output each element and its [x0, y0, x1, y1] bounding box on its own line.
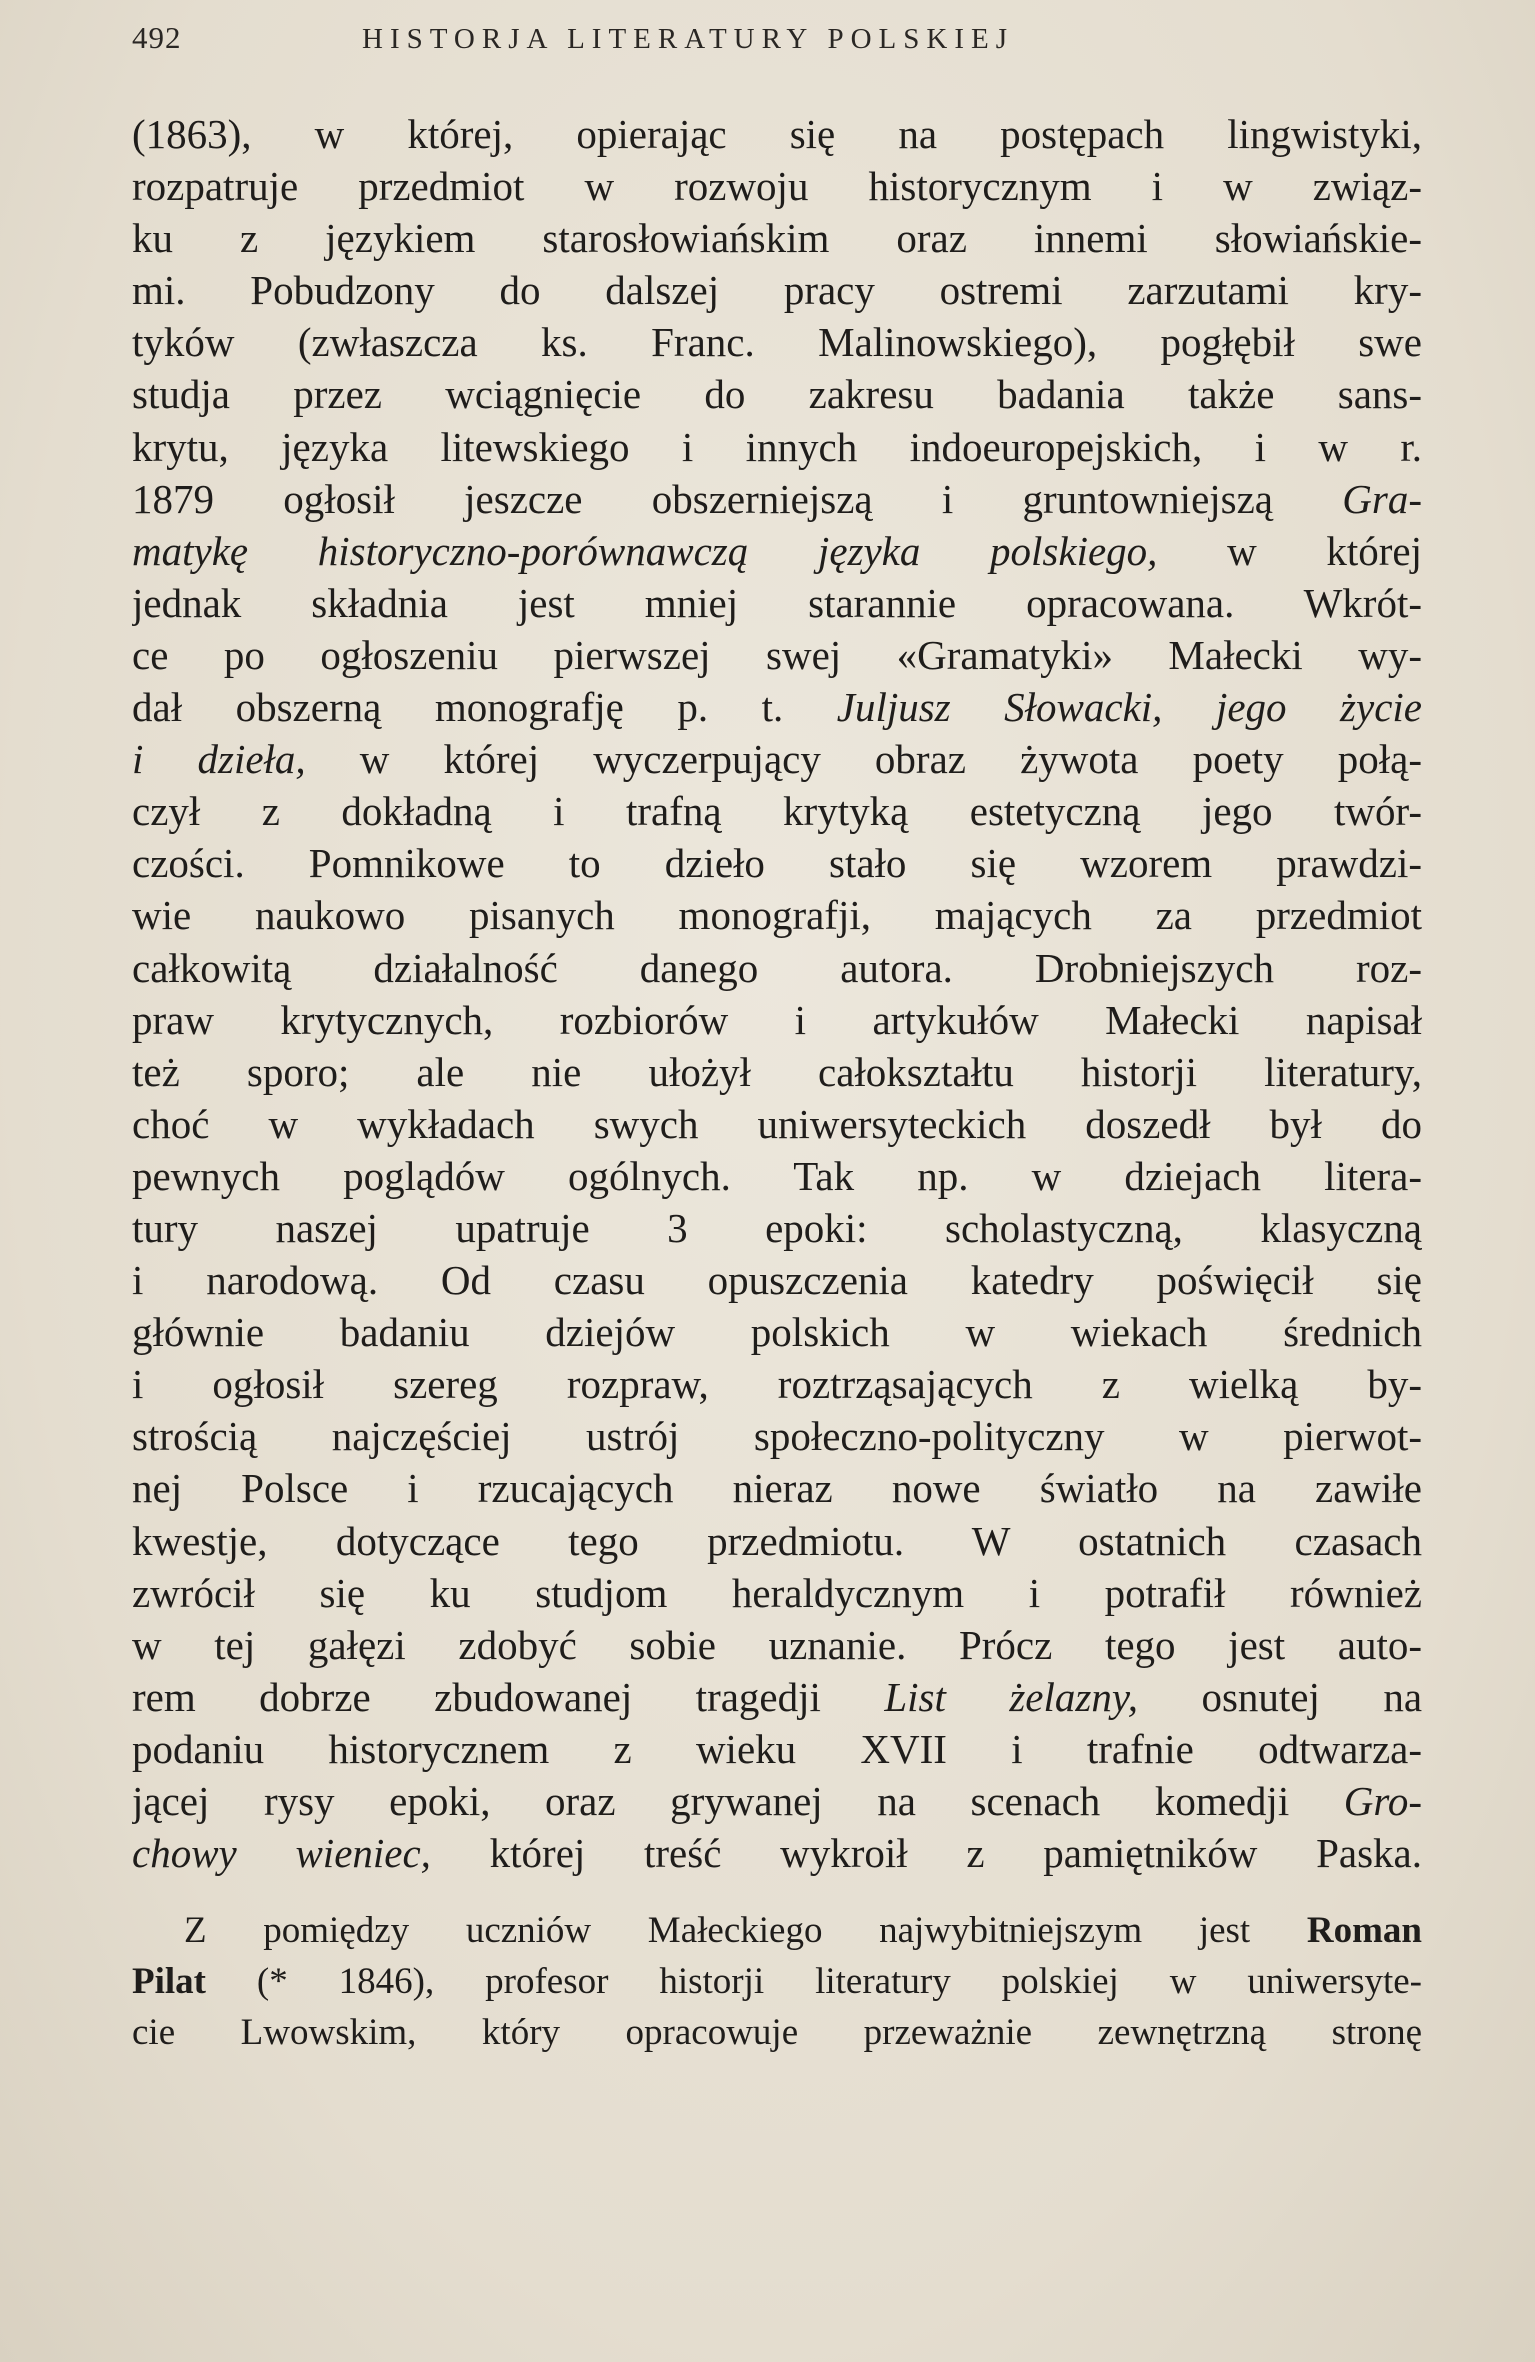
text-segment: 1879 ogłosił jeszcze obszerniejszą i gruntowniejszą	[132, 475, 1343, 522]
italic-title: Gro-	[1343, 1778, 1422, 1824]
text-segment: czości. Pomnikowe to dzieło stało się wzorem prawdzi-	[132, 840, 1422, 887]
text-segment: studja przez wciągnięcie do zakresu badania także sans-	[132, 371, 1422, 418]
text-segment: strością najczęściej ustrój społeczno-polityczny w pierwot-	[132, 1413, 1422, 1460]
text-line	[132, 264, 1422, 316]
text-line	[132, 1202, 1422, 1254]
text-segment: ku z językiem starosłowiańskim oraz innemi słowiańskie-	[132, 215, 1422, 262]
italic-title: Gra-	[1342, 475, 1422, 522]
text-line	[132, 1410, 1422, 1462]
text-segment: choć w wykładach swych uniwersyteckich doszedł był do	[132, 1100, 1422, 1147]
text-line	[132, 1567, 1422, 1619]
text-segment: jącej rysy epoki, oraz grywanej na scenach komedji	[132, 1778, 1344, 1824]
text-segment: Z pomiędzy uczniów Małeckiego najwybitniejszym jest	[184, 1910, 1307, 1952]
text-line	[132, 1905, 1422, 1956]
text-line	[132, 1619, 1422, 1671]
bold-name: Pilat	[132, 1961, 206, 2003]
text-line	[132, 785, 1422, 837]
text-line	[132, 733, 1422, 785]
text-segment: jednak składnia jest mniej starannie opracowana. Wkrót-	[132, 579, 1422, 626]
text-segment: krytu, języka litewskiego i innych indoeuropejskich, i w r.	[132, 423, 1422, 470]
text-segment: podaniu historycznem z wieku XVII i trafnie odtwarza-	[132, 1725, 1422, 1772]
text-segment: dał obszerną monografję p. t.	[132, 684, 837, 731]
text-line	[132, 629, 1422, 681]
text-segment: zwrócił się ku studjom heraldycznym i potrafił również	[132, 1569, 1422, 1616]
text-segment: rem dobrze zbudowanej tragedji	[132, 1673, 885, 1720]
italic-title: matykę historyczno-porównawczą języka polskiego,	[132, 527, 1158, 574]
text-line	[132, 1671, 1422, 1723]
text-segment: praw krytycznych, rozbiorów i artykułów Małecki napisał	[132, 996, 1422, 1043]
text-line	[132, 942, 1422, 994]
italic-title: List żelazny,	[884, 1673, 1139, 1720]
text-segment: kwestje, dotyczące tego przedmiotu. W ostatnich czasach	[132, 1517, 1422, 1564]
text-line	[132, 994, 1422, 1046]
text-line	[132, 1254, 1422, 1306]
text-line	[132, 1462, 1422, 1514]
text-segment: wie naukowo pisanych monografji, mających za przedmiot	[132, 892, 1422, 939]
text-line	[132, 1723, 1422, 1775]
text-segment: w tej gałęzi zdobyć sobie uznanie. Prócz tego jest auto-	[132, 1621, 1422, 1668]
text-segment: (1863), w której, opierając się na postępach lingwistyki,	[132, 111, 1422, 157]
text-line	[132, 681, 1422, 733]
text-line	[132, 1046, 1422, 1098]
paragraph-1	[132, 108, 1422, 1879]
text-segment: osnutej na	[1138, 1673, 1422, 1720]
text-line	[132, 1515, 1422, 1567]
text-segment: i ogłosił szereg rozpraw, roztrząsających z wielką by-	[132, 1361, 1422, 1408]
page-number: 492	[132, 20, 182, 55]
text-line	[132, 1306, 1422, 1358]
text-segment: też sporo; ale nie ułożył całokształtu historji literatury,	[132, 1048, 1422, 1095]
text-segment: pewnych poglądów ogólnych. Tak np. w dziejach litera-	[132, 1152, 1422, 1199]
text-line	[132, 316, 1422, 368]
text-line	[132, 1827, 1422, 1879]
text-line	[132, 1358, 1422, 1410]
text-line	[132, 577, 1422, 629]
italic-title: i dzieła,	[132, 736, 306, 783]
text-line	[132, 160, 1422, 212]
text-segment: nej Polsce i rzucających nieraz nowe światło na zawiłe	[132, 1465, 1422, 1512]
text-segment: całkowitą działalność danego autora. Drobniejszych roz-	[132, 944, 1422, 991]
text-line	[132, 525, 1422, 577]
text-line	[132, 421, 1422, 473]
text-segment: cie Lwowskim, który opracowuje przeważnie zewnętrzną stronę	[132, 2012, 1422, 2054]
text-segment: czył z dokładną i trafną krytyką estetyczną jego twór-	[132, 788, 1422, 835]
text-segment: w której wyczerpujący obraz żywota poety połą-	[305, 736, 1422, 783]
text-segment: rozpatruje przedmiot w rozwoju historycznym i w związ-	[132, 163, 1422, 210]
text-line	[132, 837, 1422, 889]
text-segment: tyków (zwłaszcza ks. Franc. Malinowskiego), pogłębił swe	[132, 319, 1422, 366]
text-line	[132, 1956, 1422, 2007]
text-segment: (* 1846), profesor historji literatury polskiej w uniwersyte-	[205, 1961, 1422, 2003]
text-line	[132, 1098, 1422, 1150]
text-segment: i narodową. Od czasu opuszczenia katedry poświęcił się	[132, 1257, 1422, 1304]
running-head: HISTORJA LITERATURY POLSKIEJ	[362, 23, 1014, 55]
text-line	[132, 889, 1422, 941]
text-line	[132, 2007, 1422, 2058]
text-line	[132, 368, 1422, 420]
paragraph-2	[132, 1905, 1422, 2058]
text-line	[132, 108, 1422, 160]
book-page	[132, 20, 1422, 2058]
text-segment: tury naszej upatruje 3 epoki: scholastyczną, klasyczną	[132, 1204, 1422, 1251]
text-segment: w której	[1157, 527, 1422, 574]
italic-title: Juljusz Słowacki, jego życie	[836, 684, 1422, 731]
text-segment: ce po ogłoszeniu pierwszej swej «Gramatyki» Małecki wy-	[132, 631, 1422, 678]
text-line	[132, 1150, 1422, 1202]
page-header	[132, 20, 1422, 80]
text-line	[132, 212, 1422, 264]
bold-name: Roman	[1306, 1910, 1422, 1952]
text-line	[132, 1775, 1422, 1827]
text-line	[132, 473, 1422, 525]
text-segment: mi. Pobudzony do dalszej pracy ostremi zarzutami kry-	[132, 267, 1422, 314]
text-segment: głównie badaniu dziejów polskich w wiekach średnich	[132, 1309, 1422, 1356]
italic-title: chowy wieniec,	[132, 1830, 431, 1877]
text-segment: której treść wykroił z pamiętników Paska.	[430, 1830, 1422, 1877]
